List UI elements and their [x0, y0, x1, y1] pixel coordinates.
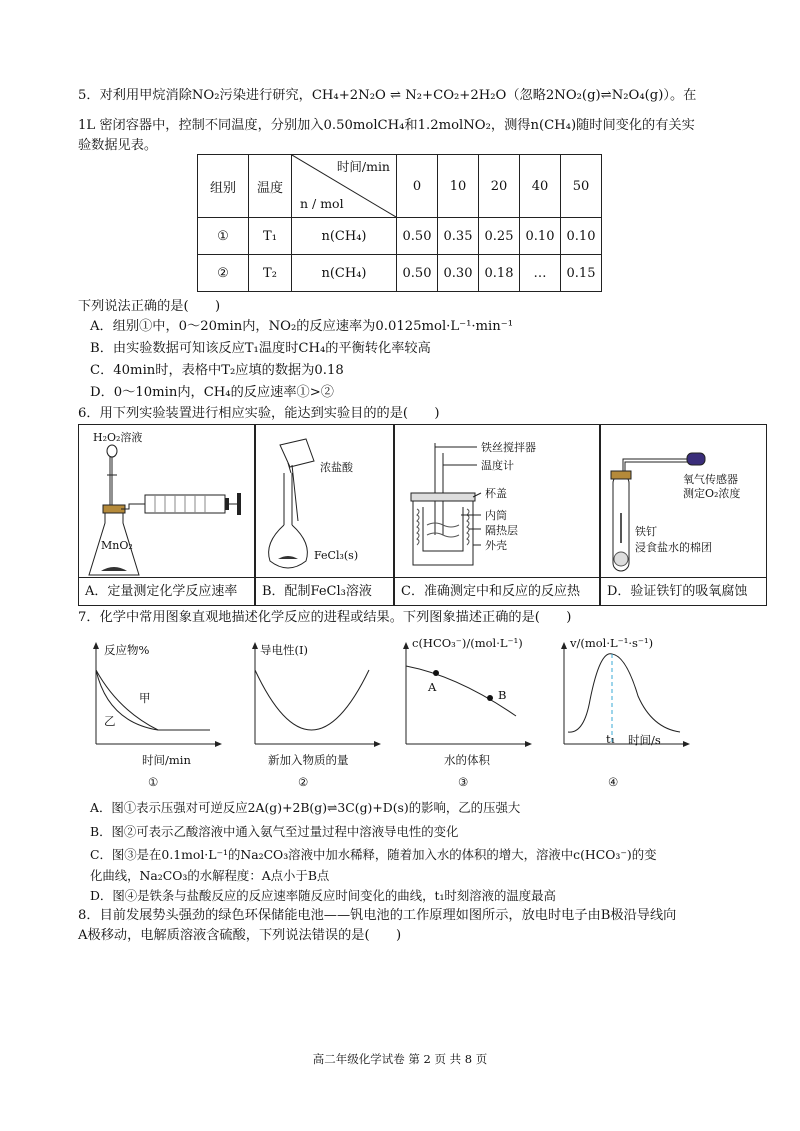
table-row [198, 218, 602, 255]
label-cotton: 浸食盐水的棉团 [635, 541, 712, 554]
q6-apparatus-row [78, 424, 767, 606]
table-header-row [198, 155, 602, 218]
row-value: 0.10 [520, 218, 561, 255]
point-a [433, 670, 439, 676]
row-temp: T₂ [249, 255, 292, 292]
label-h2o2: H₂O₂溶液 [93, 431, 143, 444]
q8-line1: 8．目前发展势头强劲的绿色环保储能电池——钒电池的工作原理如图所示，放电时电子由B极沿导线向 [78, 908, 677, 923]
row-quantity: n(CH₄) [292, 218, 397, 255]
label-stirrer: 铁丝搅拌器 [481, 441, 536, 454]
row-temp: T₁ [249, 218, 292, 255]
label-thermometer: 温度计 [481, 459, 514, 472]
graph-3-point-a: A [428, 680, 437, 694]
header-mol: n / mol [300, 196, 344, 211]
q5-line1: 5．对利用甲烷消除NO₂污染进行研究，CH₄+2N₂O ⇌ N₂+CO₂+2H₂O（忽略2NO₂(g)⇌N₂O₄(g)）。在 [78, 88, 697, 103]
graph-1-curve-yi: 乙 [104, 714, 116, 728]
row-quantity: n(CH₄) [292, 255, 397, 292]
caption-b: B．配制FeCl₃溶液 [256, 577, 393, 605]
row-value: 0.18 [479, 255, 520, 292]
apparatus-panel-d [600, 424, 767, 606]
row-value: 0.30 [438, 255, 479, 292]
q5-line3: 验数据见表。 [78, 138, 158, 153]
row-value: 0.15 [561, 255, 602, 292]
graph-3 [398, 640, 533, 750]
graph-1-xlabel: 时间/min [142, 753, 191, 767]
q5-option-d: D．0～10min内，CH₄的反应速率①>② [90, 385, 334, 400]
header-group: 组别 [198, 155, 249, 218]
rust-test-apparatus [601, 425, 768, 580]
graph-4 [556, 640, 691, 750]
graph-4-ylabel: v/(mol·L⁻¹·s⁻¹) [570, 636, 654, 650]
q5-stem: 下列说法正确的是( ) [78, 299, 221, 314]
row-value: 0.50 [397, 255, 438, 292]
q5-line2: 1L 密闭容器中，控制不同温度，分别加入0.50molCH₄和1.2molNO₂，测得n(CH₄)随时间变化的有关实 [78, 118, 695, 133]
q6-stem: 6．用下列实验装置进行相应实验，能达到实验目的的是( ) [78, 406, 440, 421]
row-value: 0.25 [479, 218, 520, 255]
q5-option-c: C．40min时，表格中T₂应填的数据为0.18 [90, 363, 344, 378]
header-diagonal-cell [292, 155, 397, 218]
q5-data-table [197, 154, 602, 292]
q7-option-a: A．图①表示压强对可逆反应2A(g)+2B(g)⇌3C(g)+D(s)的影响，乙的压强大 [90, 800, 521, 815]
table-row [198, 255, 602, 292]
caption-d: D．验证铁钉的吸氧腐蚀 [601, 577, 766, 605]
graph-2-ylabel: 导电性(I) [260, 643, 309, 657]
graph-1-curve-jia: 甲 [139, 691, 151, 705]
row-value: 0.50 [397, 218, 438, 255]
label-hcl: 浓盐酸 [320, 461, 353, 474]
graph-4-number: ④ [608, 775, 619, 789]
graph-2-xlabel: 新加入物质的量 [268, 753, 349, 767]
label-o2-conc: 测定O₂浓度 [683, 487, 741, 500]
graph-4-xlabel: 时间/s [628, 733, 661, 747]
label-fecl3: FeCl₃(s) [314, 549, 359, 562]
header-time-50: 50 [561, 155, 602, 218]
caption-c: C．准确测定中和反应的反应热 [395, 577, 599, 605]
row-value: … [520, 255, 561, 292]
q5-option-a: A．组别①中，0～20min内，NO₂的反应速率为0.0125mol·L⁻¹·min⁻¹ [90, 319, 514, 334]
graph-3-point-b: B [498, 688, 507, 702]
row-value: 0.35 [438, 218, 479, 255]
apparatus-panel-c [394, 424, 600, 606]
header-temp: 温度 [249, 155, 292, 218]
graph-2-number: ② [298, 775, 309, 789]
header-time-20: 20 [479, 155, 520, 218]
row-group: ② [198, 255, 249, 292]
apparatus-panel-b [255, 424, 394, 606]
header-time-0: 0 [397, 155, 438, 218]
header-time: 时间/min [336, 159, 390, 174]
q8-line2: A极移动，电解质溶液含硫酸，下列说法错误的是( ) [78, 928, 402, 943]
q7-stem: 7．化学中常用图象直观地描述化学反应的进程或结果。下列图象描述正确的是( ) [78, 610, 572, 625]
graph-3-number: ③ [458, 775, 469, 789]
q7-option-b: B．图②可表示乙酸溶液中通入氨气至过量过程中溶液导电性的变化 [90, 824, 459, 839]
graph-1-ylabel: 反应物% [104, 643, 150, 657]
point-b [487, 695, 493, 701]
graph-4-t1: t₁ [606, 732, 616, 746]
q7-option-c: C．图③是在0.1mol·L⁻¹的Na₂CO₃溶液中加水稀释，随着加入水的体积的增大，溶液中c(HCO₃⁻)的变 [90, 847, 657, 862]
label-nail: 铁钉 [635, 525, 657, 538]
q5-option-b: B．由实验数据可知该反应T₁温度时CH₄的平衡转化率较高 [90, 341, 431, 356]
q7-option-d: D．图④是铁条与盐酸反应的反应速率随反应时间变化的曲线，t₁时刻溶液的温度最高 [90, 888, 556, 903]
label-lid: 杯盖 [485, 487, 507, 500]
header-time-10: 10 [438, 155, 479, 218]
graph-1-number: ① [148, 775, 159, 789]
q7-option-c-cont: 化曲线，Na₂CO₃的水解程度：A点小于B点 [90, 868, 330, 883]
page-footer: 高二年级化学试卷 第 2 页 共 8 页 [312, 1052, 488, 1066]
row-group: ① [198, 218, 249, 255]
graph-3-xlabel: 水的体积 [444, 753, 490, 767]
gas-syringe-apparatus [79, 425, 256, 580]
label-mno2: MnO₂ [101, 539, 133, 552]
label-shell: 外壳 [485, 539, 507, 552]
label-insulation: 隔热层 [485, 524, 518, 537]
row-value: 0.10 [561, 218, 602, 255]
label-inner: 内筒 [485, 509, 507, 522]
graph-3-ylabel: c(HCO₃⁻)/(mol·L⁻¹) [412, 636, 523, 650]
apparatus-panel-a [78, 424, 255, 606]
header-time-40: 40 [520, 155, 561, 218]
label-sensor: 氧气传感器 [683, 473, 738, 486]
caption-a: A．定量测定化学反应速率 [79, 577, 254, 605]
